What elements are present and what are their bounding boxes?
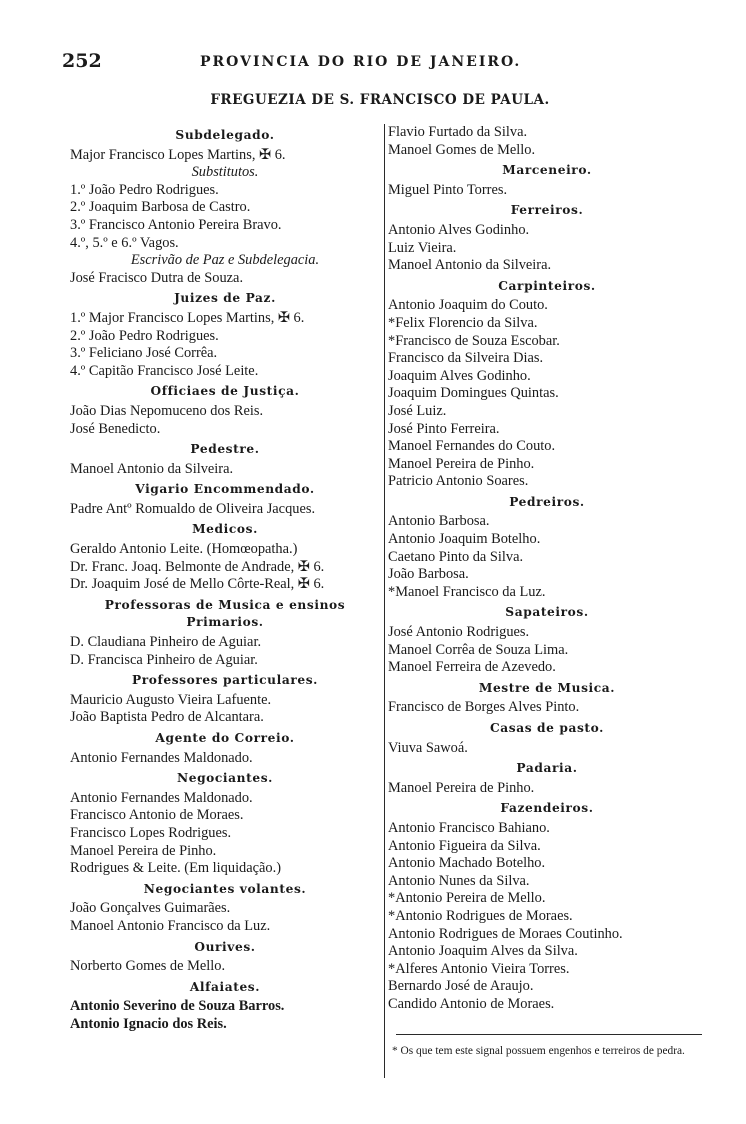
heading-juizes: Juizes de Paz. [174, 291, 276, 306]
entry: 3.º Feliciano José Corrêa. [70, 345, 218, 362]
entry: Patricio Antonio Soares. [388, 473, 529, 490]
entry: D. Claudiana Pinheiro de Aguiar. [70, 634, 262, 651]
entry: Francisco Antonio de Moraes. [70, 807, 244, 824]
heading-sapateiros: Sapateiros. [505, 605, 589, 620]
entry: Major Francisco Lopes Martins, ✠ 6. [70, 146, 286, 163]
entry: Joaquim Alves Godinho. [388, 367, 531, 384]
entry: João Barbosa. [388, 566, 469, 583]
entry: Francisco Lopes Rodrigues. [70, 824, 232, 841]
entry: Antonio Francisco Bahiano. [388, 819, 550, 836]
entry: João Baptista Pedro de Alcantara. [70, 709, 264, 726]
entry: Padre Antº Romualdo de Oliveira Jacques. [70, 500, 316, 517]
entry: 4.º, 5.º e 6.º Vagos. [70, 234, 179, 251]
entry: Candido Antonio de Moraes. [388, 995, 555, 1012]
entry: Manoel Pereira de Pinho. [388, 455, 535, 472]
entry: Antonio Joaquim do Couto. [388, 297, 548, 314]
entry: 1.º João Pedro Rodrigues. [70, 181, 219, 198]
entry: Joaquim Domingues Quintas. [388, 385, 559, 402]
entry: Manoel Antonio da Silveira. [388, 257, 552, 274]
heading-agente: Agente do Correio. [155, 731, 295, 745]
entry: Manoel Pereira de Pinho. [70, 842, 217, 859]
heading-negociantes-volantes: Negociantes volantes. [143, 881, 307, 896]
page-header [62, 50, 682, 76]
right-column [388, 124, 706, 1014]
entry: Rodrigues & Leite. (Em liquidação.) [70, 860, 282, 877]
heading-negociantes: Negociantes. [176, 771, 274, 786]
entry: *Antonio Rodrigues de Moraes. [388, 907, 573, 924]
left-column [70, 124, 380, 1034]
entry: José Antonio Rodrigues. [388, 624, 530, 641]
entry: Manoel Ferreira de Azevedo. [388, 659, 556, 676]
heading-pedreiros: Pedreiros. [509, 494, 585, 509]
entry: Antonio Ignacio dos Reis. [70, 1015, 227, 1032]
heading-escrivao: Escrivão de Paz e Subdelegacia. [130, 252, 320, 269]
heading-ferreiros: Ferreiros. [510, 203, 584, 218]
entry: Antonio Joaquim Botelho. [388, 531, 541, 548]
entry: João Dias Nepomuceno dos Reis. [70, 402, 264, 419]
heading-professores-particulares: Professores particulares. [131, 673, 319, 688]
entry: Manoel Pereira de Pinho. [388, 779, 535, 796]
entry: Viuva Sawoá. [388, 739, 468, 756]
entry: Bernardo José de Araujo. [388, 978, 534, 995]
entry: Antonio Severino de Souza Barros. [70, 998, 285, 1015]
entry: Manoel Antonio da Silveira. [70, 460, 234, 477]
heading-ourives: Ourives. [194, 939, 256, 954]
column-divider [384, 124, 385, 1078]
heading-substitutos: Substitutos. [191, 164, 259, 181]
entry: *Manoel Francisco da Luz. [388, 583, 546, 600]
entry: Antonio Joaquim Alves da Silva. [388, 943, 578, 960]
heading-vigario: Vigario Encommendado. [135, 482, 315, 497]
entry: Flavio Furtado da Silva. [388, 124, 528, 140]
entry: Manoel Fernandes do Couto. [388, 438, 556, 455]
entry: Dr. Franc. Joaq. Belmonte de Andrade, ✠ 6. [70, 558, 325, 575]
entry: 4.º Capitão Francisco José Leite. [70, 362, 259, 379]
running-title: PROVINCIA DO RIO DE JANEIRO. [200, 54, 522, 70]
heading-officiaes: Officiaes de Justiça. [150, 384, 300, 399]
entry: Francisco da Silveira Dias. [388, 350, 544, 367]
heading-alfaiates: Alfaiates. [189, 979, 261, 994]
heading-casas-de-pasto: Casas de pasto. [489, 721, 605, 735]
page-number: 252 [62, 50, 102, 72]
entry: José Benedicto. [70, 420, 161, 437]
entry: Caetano Pinto da Silva. [388, 548, 524, 565]
entry: D. Francisca Pinheiro de Aguiar. [70, 651, 258, 668]
footnote: * Os que tem este signal possuem engenhos e terreiros de pedra. [392, 1045, 685, 1057]
entry: Antonio Nunes da Silva. [388, 872, 530, 889]
entry: 2.º Joaquim Barbosa de Castro. [70, 199, 251, 216]
entry: Antonio Alves Godinho. [388, 221, 530, 238]
entry: Francisco de Borges Alves Pinto. [388, 699, 580, 716]
entry: Antonio Barbosa. [388, 513, 490, 530]
entry: José Luiz. [388, 402, 447, 419]
entry: *Antonio Pereira de Mello. [388, 890, 546, 907]
entry: *Felix Florencio da Silva. [388, 314, 538, 331]
heading-subdelegado: Subdelegado. [175, 128, 275, 142]
heading-pedestre: Pedestre. [190, 442, 260, 457]
entry: José Fracisco Dutra de Souza. [70, 269, 244, 286]
entry: Manoel Gomes de Mello. [388, 141, 536, 158]
entry: 2.º João Pedro Rodrigues. [70, 327, 219, 344]
entry: Antonio Machado Botelho. [388, 855, 546, 872]
entry: Mauricio Augusto Vieira Lafuente. [70, 691, 272, 708]
entry: José Pinto Ferreira. [388, 420, 500, 437]
heading-medicos: Medicos. [192, 522, 258, 537]
entry: *Alferes Antonio Vieira Torres. [388, 960, 570, 977]
entry: Luiz Vieira. [388, 239, 457, 256]
entry: Geraldo Antonio Leite. (Homœopatha.) [70, 541, 298, 558]
heading-marceneiro: Marceneiro. [502, 163, 592, 178]
entry: 3.º Francisco Antonio Pereira Bravo. [70, 216, 282, 233]
heading-mestre-de-musica: Mestre de Musica. [478, 680, 616, 695]
entry: Antonio Rodrigues de Moraes Coutinho. [388, 925, 623, 942]
entry: Manoel Antonio Francisco da Luz. [70, 917, 271, 934]
entry: Miguel Pinto Torres. [388, 181, 508, 198]
entry: Antonio Fernandes Maldonado. [70, 789, 253, 806]
heading-padaria: Padaria. [516, 761, 578, 776]
entry: 1.º Major Francisco Lopes Martins, ✠ 6. [70, 309, 305, 326]
entry: João Gonçalves Guimarães. [70, 900, 231, 917]
heading-carpinteiros: Carpinteiros. [498, 278, 596, 293]
entry: Dr. Joaquim José de Mello Côrte-Real, ✠ 6. [70, 576, 325, 593]
heading-fazendeiros: Fazendeiros. [500, 801, 594, 816]
entry: *Francisco de Souza Escobar. [388, 332, 560, 349]
entry: Norberto Gomes de Mello. [70, 958, 226, 975]
entry: Manoel Corrêa de Souza Lima. [388, 641, 569, 658]
parish-title: FREGUEZIA DE S. FRANCISCO DE PAULA. [210, 92, 550, 108]
footnote-rule [396, 1034, 702, 1035]
heading-professoras: Professoras de Musica e ensinos Primarios. [104, 597, 346, 630]
entry: Antonio Fernandes Maldonado. [70, 749, 253, 766]
entry: Antonio Figueira da Silva. [388, 837, 541, 854]
